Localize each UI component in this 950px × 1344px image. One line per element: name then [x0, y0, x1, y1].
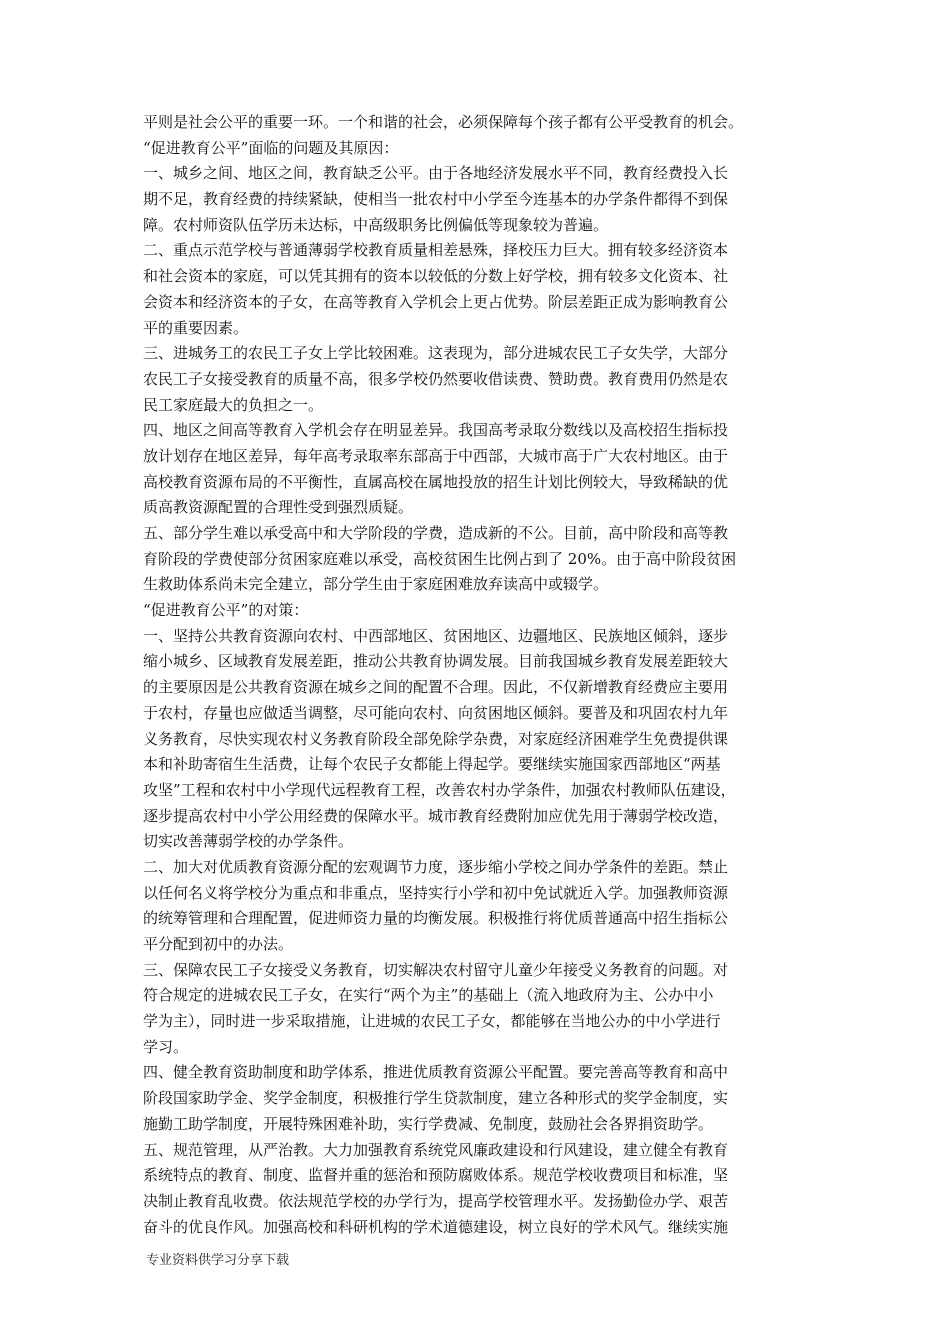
text-line: 育阶段的学费使部分贫困家庭难以承受，高校贫困生比例占到了 20%。由于高中阶段贫困 — [143, 549, 737, 568]
text-line: 高校教育资源布局的不平衡性，直属高校在属地投放的招生计划比例较大，导致稀缺的优 — [143, 472, 729, 491]
text-line: 四、地区之间高等教育入学机会存在明显差异。我国高考录取分数线以及高校招生指标投 — [143, 421, 729, 440]
text-line: 平分配到初中的办法。 — [143, 935, 294, 953]
text-line: 五、部分学生难以承受高中和大学阶段的学费，造成新的不公。目前，高中阶段和高等教 — [143, 524, 729, 542]
text-line: 农民工子女接受教育的质量不高，很多学校仍然要收借读费、赞助费。教育费用仍然是农 — [143, 369, 729, 388]
text-line: 二、重点示范学校与普通薄弱学校教育质量相差悬殊，择校压力巨大。拥有较多经济资本 — [143, 241, 729, 260]
text-line: 一、坚持公共教育资源向农村、中西部地区、贫困地区、边疆地区、民族地区倾斜，逐步 — [143, 626, 729, 645]
text-line: 决制止教育乱收费。依法规范学校的办学行为，提高学校管理水平。发扬勤俭办学、艰苦 — [143, 1191, 729, 1210]
text-line: 以任何名义将学校分为重点和非重点，坚持实行小学和初中免试就近入学。加强教师资源 — [143, 883, 729, 902]
text-line: 符合规定的进城农民工子女，在实行“两个为主”的基础上（流入地政府为主、公办中小 — [143, 986, 714, 1005]
text-line: 四、健全教育资助制度和助学体系，推进优质教育资源公平配置。要完善高等教育和高中 — [143, 1063, 729, 1082]
text-line: 生救助体系尚未完全建立，部分学生由于家庭困难放弃读高中或辍学。 — [143, 575, 609, 594]
text-line: 障。农村师资队伍学历未达标，中高级职务比例偏低等现象较为普遍。 — [143, 215, 609, 234]
text-line: 三、进城务工的农民工子女上学比较困难。这表现为，部分进城农民工子女失学，大部分 — [143, 344, 729, 363]
text-line: 放计划存在地区差异，每年高考录取率东部高于中西部，大城市高于广大农村地区。由于 — [143, 446, 729, 465]
text-line: 的主要原因是公共教育资源在城乡之间的配置不合理。因此，不仅新增教育经费应主要用 — [143, 678, 729, 697]
text-line: 攻坚”工程和农村中小学现代远程教育工程，改善农村办学条件，加强农村教师队伍建设， — [143, 780, 736, 799]
text-line: 质高教资源配置的合理性受到强烈质疑。 — [143, 498, 414, 517]
text-line: 逐步提高农村中小学公用经费的保障水平。城市教育经费附加应优先用于薄弱学校改造， — [143, 806, 729, 825]
text-line: 义务教育，尽快实现农村义务教育阶段全部免除学杂费，对家庭经济困难学生免费提供课 — [143, 729, 729, 748]
text-line: 三、保障农民工子女接受义务教育，切实解决农村留守儿童少年接受义务教育的问题。对 — [143, 960, 729, 979]
text-line: 施勤工助学制度，开展特殊困难补助，实行学费减、免制度，鼓励社会各界捐资助学。 — [143, 1114, 714, 1133]
text-line: 二、加大对优质教育资源分配的宏观调节力度，逐步缩小学校之间办学条件的差距。禁止 — [143, 857, 729, 876]
text-line: 一、城乡之间、地区之间，教育缺乏公平。由于各地经济发展水平不同，教育经费投入长 — [143, 164, 729, 183]
text-line: 和社会资本的家庭，可以凭其拥有的资本以较低的分数上好学校，拥有较多文化资本、社 — [143, 267, 729, 286]
document-body — [143, 110, 815, 1240]
text-line: 民工家庭最大的负担之一。 — [143, 395, 324, 414]
text-line: 会资本和经济资本的子女，在高等教育入学机会上更占优势。阶层差距正成为影响教育公 — [143, 292, 729, 311]
text-line: 平的重要因素。 — [143, 318, 249, 337]
text-line: 期不足，教育经费的持续紧缺，使相当一批农村中小学至今连基本的办学条件都得不到保 — [143, 190, 729, 209]
text-line: “促进教育公平”的对策： — [143, 601, 309, 620]
text-line: 学习。 — [143, 1037, 189, 1056]
text-line: 的统筹管理和合理配置，促进师资力量的均衡发展。积极推行将优质普通高中招生指标公 — [143, 909, 729, 928]
text-line: 奋斗的优良作风。加强高校和科研机构的学术道德建设，树立良好的学术风气。继续实施 — [143, 1217, 729, 1236]
text-line: 切实改善薄弱学校的办学条件。 — [143, 832, 354, 851]
text-line: “促进教育公平”面临的问题及其原因： — [143, 138, 399, 157]
text-line: 学为主），同时进一步采取措施，让进城的农民工子女，都能够在当地公办的中小学进行 — [143, 1012, 721, 1031]
text-line: 本和补助寄宿生生活费，让每个农民子女都能上得起学。要继续实施国家西部地区“两基 — [143, 755, 721, 774]
text-line: 系统特点的教育、制度、监督并重的惩治和预防腐败体系。规范学校收费项目和标准，坚 — [143, 1166, 729, 1185]
page-footer: 专业资料供学习分享下载 — [146, 1253, 290, 1268]
text-line: 于农村，存量也应做适当调整，尽可能向农村、向贫困地区倾斜。要普及和巩固农村九年 — [143, 703, 729, 722]
text-line: 五、规范管理，从严治教。大力加强教育系统党风廉政建设和行风建设，建立健全有教育 — [143, 1140, 729, 1159]
text-line: 平则是社会公平的重要一环。一个和谐的社会，必须保障每个孩子都有公平受教育的机会。 — [143, 113, 744, 131]
text-line: 阶段国家助学金、奖学金制度，积极推行学生贷款制度，建立各种形式的奖学金制度，实 — [143, 1089, 729, 1108]
text-line: 缩小城乡、区域教育发展差距，推动公共教育协调发展。目前我国城乡教育发展差距较大 — [143, 652, 729, 671]
